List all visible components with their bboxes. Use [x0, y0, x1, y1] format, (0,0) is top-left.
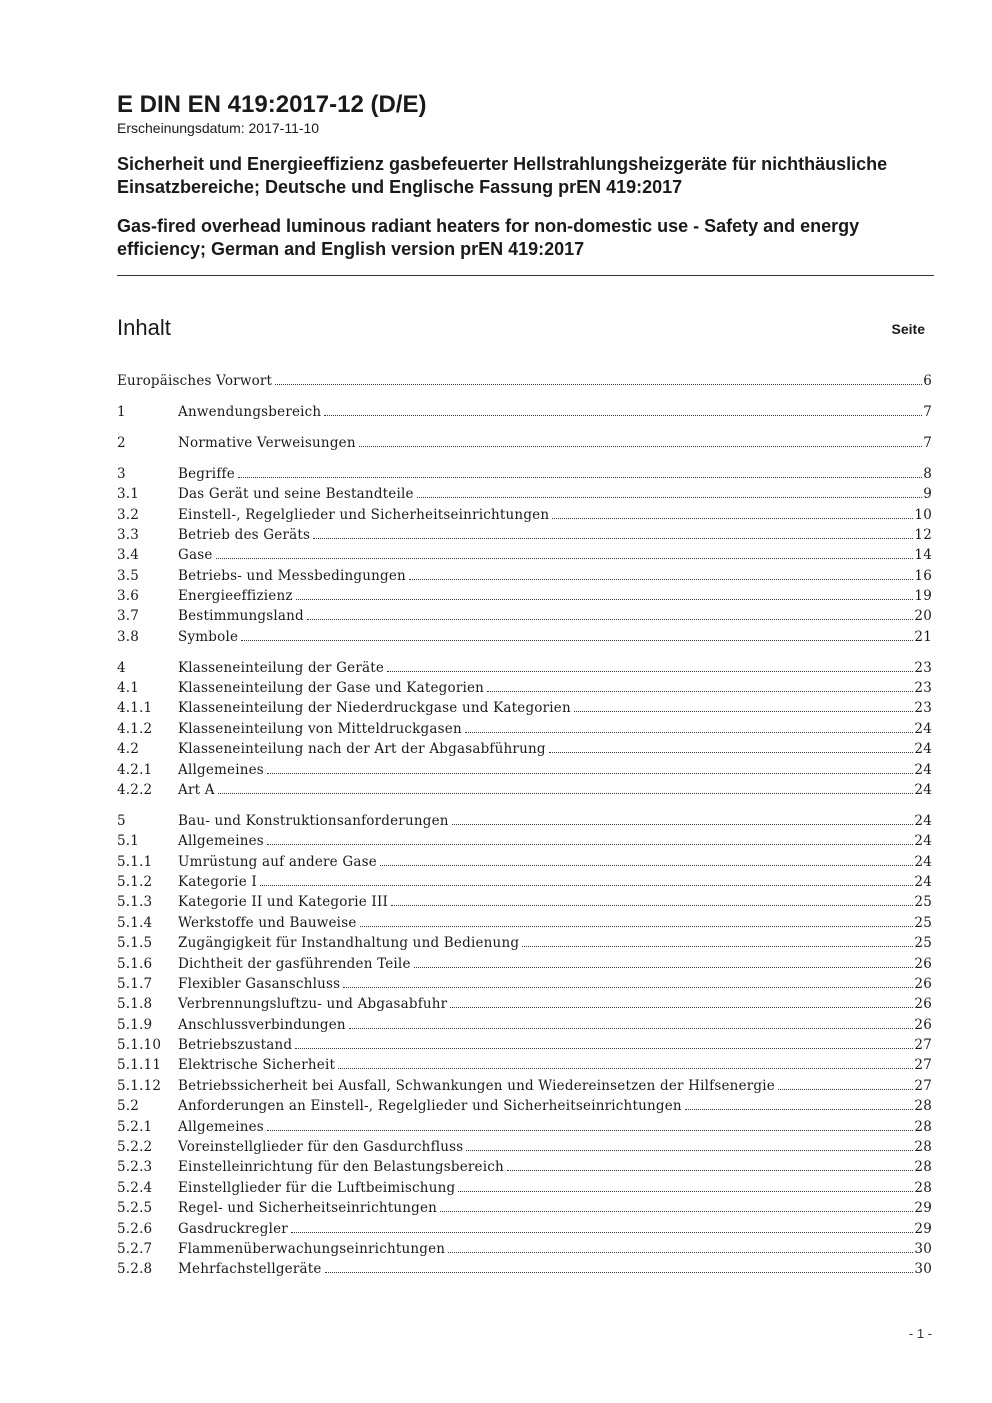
toc-entry[interactable]	[117, 625, 932, 645]
toc-dot-leader	[267, 844, 913, 845]
toc-entry-line	[178, 832, 932, 850]
toc-entry[interactable]	[117, 758, 932, 778]
toc-entry-title: Mehrfachstellgeräte	[178, 1261, 322, 1278]
toc-dot-leader	[291, 1232, 913, 1233]
toc-dot-leader	[452, 824, 914, 825]
toc-entry-page: 25	[914, 894, 932, 911]
toc-entry-number: 5.2.6	[117, 1220, 153, 1237]
toc-dot-leader	[778, 1089, 913, 1090]
toc-entry-title: Betrieb des Geräts	[178, 526, 311, 543]
toc-entry-number: 3.2	[117, 506, 140, 523]
toc-entry[interactable]	[117, 809, 932, 829]
toc-entry[interactable]	[117, 1034, 932, 1054]
toc-dot-leader	[440, 1211, 913, 1212]
toc-entry-title: Art A	[178, 781, 215, 798]
toc-entry-line	[178, 1077, 932, 1095]
toc-entry-page: 30	[914, 1261, 932, 1278]
toc-entry-line	[178, 567, 932, 585]
toc-entry-line	[178, 465, 932, 483]
toc-entry-number: 5.2.8	[117, 1261, 153, 1278]
toc-entry-title: Kategorie II und Kategorie III	[178, 894, 389, 911]
toc-entry-page: 7	[923, 434, 932, 451]
toc-entry-line	[178, 873, 932, 891]
toc-entry[interactable]	[117, 585, 932, 605]
toc-entry-line	[178, 587, 932, 605]
toc-entry-number: 3.8	[117, 628, 140, 645]
toc-dot-leader	[448, 1252, 913, 1253]
toc-dot-leader	[549, 752, 914, 753]
toc-entry[interactable]	[117, 697, 932, 717]
toc-entry[interactable]	[117, 370, 932, 390]
toc-entry-number: 1	[117, 404, 126, 421]
toc-entry-page: 24	[914, 833, 932, 850]
toc-entry-line	[178, 434, 932, 452]
toc-entry-page: 14	[914, 547, 932, 564]
toc-entry-line	[178, 1118, 932, 1136]
toc-entry-page: 26	[914, 975, 932, 992]
toc-entry-page: 6	[923, 373, 932, 390]
toc-entry-number: 4.1	[117, 680, 140, 697]
toc-entry[interactable]	[117, 1136, 932, 1156]
toc-entry[interactable]	[117, 544, 932, 564]
toc-entry-number: 5.1	[117, 833, 140, 850]
toc-entry-number: 3.4	[117, 547, 140, 564]
toc-entry[interactable]	[117, 524, 932, 544]
toc-entry-number: 4.2.2	[117, 781, 153, 798]
toc-entry-title: Zugängigkeit für Instandhaltung und Bedienung	[178, 935, 520, 952]
toc-entry-line	[178, 1220, 932, 1238]
toc-entry-page: 23	[914, 700, 932, 717]
toc-entry[interactable]	[117, 1197, 932, 1217]
toc-entry[interactable]	[117, 850, 932, 870]
toc-entry-title: Einstell-, Regelglieder und Sicherheitseinrichtungen	[178, 506, 550, 523]
toc-dot-leader	[685, 1109, 914, 1110]
toc-entry-number: 5.2.7	[117, 1240, 153, 1257]
document-header	[117, 90, 934, 263]
toc-dot-leader	[465, 732, 914, 733]
toc-entry[interactable]	[117, 1013, 932, 1033]
toc-entry-line	[178, 526, 932, 544]
toc-entry-title: Bau- und Konstruktionsanforderungen	[178, 812, 449, 829]
toc-entry-page: 27	[914, 1037, 932, 1054]
toc-entry-page: 26	[914, 996, 932, 1013]
toc-entry-title: Elektrische Sicherheit	[178, 1057, 336, 1074]
toc-entry-line	[178, 659, 932, 677]
toc-dot-leader	[324, 415, 922, 416]
toc-entry-page: 30	[914, 1240, 932, 1257]
toc-entry-number: 5.1.7	[117, 975, 153, 992]
toc-entry-line	[178, 699, 932, 717]
toc-entry[interactable]	[117, 1156, 932, 1176]
toc-entry-page: 24	[914, 853, 932, 870]
toc-entry-number: 4.2	[117, 741, 140, 758]
toc-dot-leader	[218, 793, 914, 794]
toc-entry[interactable]	[117, 1054, 932, 1074]
toc-entry-page: 28	[914, 1179, 932, 1196]
toc-entry-page: 27	[914, 1057, 932, 1074]
toc-entry-line	[178, 934, 932, 952]
toc-entry-line	[178, 893, 932, 911]
toc-entry[interactable]	[117, 656, 932, 676]
toc-entry-title: Verbrennungsluftzu- und Abgasabfuhr	[178, 996, 448, 1013]
toc-entry-line	[178, 628, 932, 646]
document-number: E DIN EN 419:2017-12 (D/E)	[117, 91, 427, 118]
toc-entry-number: 3.1	[117, 486, 140, 503]
toc-entry-line	[178, 975, 932, 993]
toc-entry-line	[178, 812, 932, 830]
toc-entry-number: 4.1.1	[117, 700, 153, 717]
toc-entry-title: Anwendungsbereich	[178, 404, 322, 421]
toc-entry-line	[178, 761, 932, 779]
toc-entry[interactable]	[117, 1258, 932, 1278]
toc-dot-leader	[307, 619, 914, 620]
toc-entry-line	[178, 607, 932, 625]
toc-entry-title: Normative Verweisungen	[178, 434, 356, 451]
toc-dot-leader	[552, 518, 913, 519]
toc-entry-title: Europäisches Vorwort	[117, 373, 273, 390]
toc-dot-leader	[458, 1191, 913, 1192]
toc-dot-leader	[343, 987, 913, 988]
toc-entry-title: Bestimmungsland	[178, 608, 304, 625]
toc-entry-line	[178, 740, 932, 758]
toc-page-label: Seite	[891, 321, 925, 337]
toc-entry-title: Das Gerät und seine Bestandteile	[178, 486, 414, 503]
toc-entry-title: Kategorie I	[178, 873, 257, 890]
toc-entry-line	[178, 485, 932, 503]
toc-entry-line	[178, 679, 932, 697]
toc-entry-page: 9	[923, 486, 932, 503]
toc-entry-number: 5.2.1	[117, 1118, 153, 1135]
toc-entry-title: Energieeffizienz	[178, 588, 293, 605]
toc-entry-number: 5.1.10	[117, 1037, 162, 1054]
toc-entry-page: 10	[914, 506, 932, 523]
toc-entry-title: Betriebszustand	[178, 1037, 293, 1054]
toc-entry-number: 4.2.1	[117, 761, 153, 778]
toc-entry-number: 5.2.2	[117, 1139, 153, 1156]
toc-entry-page: 24	[914, 873, 932, 890]
toc-entry-number: 5.1.8	[117, 996, 153, 1013]
toc-entry-page: 12	[914, 526, 932, 543]
toc-dot-leader	[380, 865, 914, 866]
toc-entry-page: 24	[914, 781, 932, 798]
toc-entry-page: 25	[914, 935, 932, 952]
toc-entry-title: Werkstoffe und Bauweise	[178, 914, 357, 931]
toc-dot-leader	[338, 1068, 913, 1069]
toc-entry[interactable]	[117, 911, 932, 931]
toc-entry-title: Allgemeines	[178, 761, 264, 778]
toc-dot-leader	[238, 477, 922, 478]
toc-entry[interactable]	[117, 503, 932, 523]
toc-entry[interactable]	[117, 1176, 932, 1196]
toc-entry-page: 28	[914, 1139, 932, 1156]
toc-entry-number: 5.2.5	[117, 1200, 153, 1217]
toc-entry[interactable]	[117, 1074, 932, 1094]
page-number: - 1 -	[908, 1326, 932, 1341]
toc-entry-number: 2	[117, 434, 126, 451]
toc-entry-page: 24	[914, 741, 932, 758]
toc-entry-line	[178, 546, 932, 564]
toc-entry-title: Umrüstung auf andere Gase	[178, 853, 377, 870]
toc-entry-number: 3.6	[117, 588, 140, 605]
toc-dot-leader	[417, 497, 923, 498]
toc-entry-page: 23	[914, 659, 932, 676]
toc-entry-page: 26	[914, 955, 932, 972]
toc-dot-leader	[450, 1007, 913, 1008]
toc-entry-line	[178, 1036, 932, 1054]
toc-entry-number: 3.5	[117, 567, 140, 584]
toc-entry-line	[178, 1199, 932, 1217]
toc-dot-leader	[267, 773, 913, 774]
title-german: Sicherheit und Energieeffizienz gasbefeuerter Hellstrahlungsheizgeräte für nichthäusliche Einsatzbereiche; Deutsche und Englische Fassung prEN 419:2017	[117, 154, 888, 197]
toc-entry[interactable]	[117, 738, 932, 758]
toc-entry-page: 27	[914, 1077, 932, 1094]
toc-entry-page: 16	[914, 567, 932, 584]
toc-dot-leader	[487, 691, 913, 692]
toc-dot-leader	[360, 926, 914, 927]
toc-entry[interactable]	[117, 932, 932, 952]
toc-entry-line	[178, 1240, 932, 1258]
toc-entry-title: Klasseneinteilung der Gase und Kategorien	[178, 680, 485, 697]
toc-entry[interactable]	[117, 993, 932, 1013]
toc-entry-title: Klasseneinteilung der Niederdruckgase und Kategorien	[178, 700, 571, 717]
toc-dot-leader	[522, 946, 913, 947]
header-divider	[117, 275, 934, 276]
toc-entry[interactable]	[117, 779, 932, 799]
toc-entry[interactable]	[117, 871, 932, 891]
toc-entry-page: 24	[914, 761, 932, 778]
toc-entry-page: 21	[914, 628, 932, 645]
toc-entry-line	[178, 995, 932, 1013]
toc-entry[interactable]	[117, 973, 932, 993]
toc-entry[interactable]	[117, 1238, 932, 1258]
toc-entry-number: 5.1.3	[117, 894, 153, 911]
toc-dot-leader	[296, 599, 914, 600]
title-english: Gas-fired overhead luminous radiant heaters for non-domestic use - Safety and energy efficiency; German and English version prEN 419:2017	[117, 216, 860, 259]
toc-entry-line	[178, 720, 932, 738]
toc-entry-title: Klasseneinteilung nach der Art der Abgasabführung	[178, 741, 546, 758]
toc-entry-page: 8	[923, 465, 932, 482]
toc-entry-title: Allgemeines	[178, 833, 264, 850]
toc-entry-line	[178, 506, 932, 524]
toc-entry-line	[178, 781, 932, 799]
toc-dot-leader	[387, 671, 913, 672]
toc-dot-leader	[275, 384, 922, 385]
toc-entry[interactable]	[117, 401, 932, 421]
toc-entry[interactable]	[117, 717, 932, 737]
toc-entry-title: Symbole	[178, 628, 239, 645]
toc-dot-leader	[391, 905, 913, 906]
table-of-contents	[117, 370, 932, 1278]
toc-dot-leader	[216, 558, 914, 559]
toc-entry-page: 26	[914, 1016, 932, 1033]
toc-entry-number: 3	[117, 465, 126, 482]
toc-dot-leader	[414, 967, 914, 968]
toc-entry-number: 5.1.1	[117, 853, 153, 870]
toc-entry[interactable]	[117, 432, 932, 452]
toc-dot-leader	[267, 1130, 913, 1131]
toc-entry-page: 29	[914, 1220, 932, 1237]
toc-entry[interactable]	[117, 952, 932, 972]
toc-dot-leader	[260, 885, 914, 886]
toc-entry-title: Begriffe	[178, 465, 235, 482]
toc-entry[interactable]	[117, 830, 932, 850]
toc-entry-title: Anschlussverbindungen	[178, 1016, 346, 1033]
toc-entry-number: 5.1.4	[117, 914, 153, 931]
toc-entry-line	[178, 1179, 932, 1197]
toc-entry[interactable]	[117, 1115, 932, 1135]
toc-entry-number: 5.2	[117, 1098, 140, 1115]
toc-entry-line	[178, 1260, 932, 1278]
toc-entry-line	[178, 1056, 932, 1074]
toc-entry-title: Betriebs- und Messbedingungen	[178, 567, 406, 584]
toc-entry-line	[178, 1016, 932, 1034]
toc-dot-leader	[313, 538, 913, 539]
toc-dot-leader	[574, 711, 914, 712]
toc-entry-number: 3.3	[117, 526, 140, 543]
toc-entry-page: 19	[914, 588, 932, 605]
toc-entry[interactable]	[117, 891, 932, 911]
toc-entry-title: Allgemeines	[178, 1118, 264, 1135]
toc-entry-page: 28	[914, 1118, 932, 1135]
toc-entry-title: Gasdruckregler	[178, 1220, 288, 1237]
toc-entry[interactable]	[117, 1095, 932, 1115]
toc-entry-title: Voreinstellglieder für den Gasdurchfluss	[178, 1139, 464, 1156]
toc-entry-number: 4	[117, 659, 126, 676]
toc-entry-line	[117, 372, 932, 390]
toc-entry[interactable]	[117, 677, 932, 697]
toc-dot-leader	[359, 446, 922, 447]
toc-entry-title: Dichtheit der gasführenden Teile	[178, 955, 411, 972]
toc-entry-title: Flammenüberwachungseinrichtungen	[178, 1240, 446, 1257]
toc-entry-title: Einstellglieder für die Luftbeimischung	[178, 1179, 456, 1196]
toc-dot-leader	[507, 1170, 913, 1171]
toc-entry-title: Gase	[178, 547, 213, 564]
toc-entry-line	[178, 914, 932, 932]
toc-entry[interactable]	[117, 564, 932, 584]
toc-dot-leader	[349, 1028, 914, 1029]
toc-entry-title: Anforderungen an Einstell-, Regelglieder und Sicherheitseinrichtungen	[178, 1098, 682, 1115]
toc-entry[interactable]	[117, 483, 932, 503]
toc-entry-number: 5.2.3	[117, 1159, 153, 1176]
toc-entry-page: 24	[914, 812, 932, 829]
toc-entry-page: 20	[914, 608, 932, 625]
toc-entry-number: 5.1.9	[117, 1016, 153, 1033]
toc-dot-leader	[325, 1272, 914, 1273]
toc-dot-leader	[295, 1048, 913, 1049]
toc-entry[interactable]	[117, 462, 932, 482]
toc-entry-line	[178, 1158, 932, 1176]
toc-entry-page: 29	[914, 1200, 932, 1217]
toc-entry-page: 28	[914, 1098, 932, 1115]
toc-entry-title: Betriebssicherheit bei Ausfall, Schwankungen und Wiedereinsetzen der Hilfsenergie	[178, 1077, 775, 1094]
toc-entry-line	[178, 1138, 932, 1156]
toc-entry-page: 25	[914, 914, 932, 931]
toc-entry-number: 3.7	[117, 608, 140, 625]
toc-entry-title: Regel- und Sicherheitseinrichtungen	[178, 1200, 438, 1217]
toc-entry-line	[178, 955, 932, 973]
toc-entry-number: 5.1.12	[117, 1077, 162, 1094]
toc-entry-line	[178, 1097, 932, 1115]
toc-entry-number: 5.1.2	[117, 873, 153, 890]
toc-entry-number: 5.1.11	[117, 1057, 162, 1074]
toc-entry-page: 7	[923, 404, 932, 421]
publication-date: Erscheinungsdatum: 2017-11-10	[117, 120, 320, 136]
toc-entry-page: 23	[914, 680, 932, 697]
toc-entry-number: 5	[117, 812, 126, 829]
toc-entry-number: 5.1.6	[117, 955, 153, 972]
toc-heading: Inhalt	[117, 315, 171, 340]
toc-entry-number: 5.2.4	[117, 1179, 153, 1196]
toc-entry-line	[178, 403, 932, 421]
toc-entry-number: 4.1.2	[117, 720, 153, 737]
toc-dot-leader	[409, 579, 913, 580]
toc-dot-leader	[466, 1150, 913, 1151]
toc-entry-title: Klasseneinteilung der Geräte	[178, 659, 385, 676]
toc-dot-leader	[241, 640, 913, 641]
toc-entry-title: Flexibler Gasanschluss	[178, 975, 341, 992]
toc-entry[interactable]	[117, 605, 932, 625]
toc-entry-title: Einstelleinrichtung für den Belastungsbereich	[178, 1159, 504, 1176]
toc-entry-page: 28	[914, 1159, 932, 1176]
toc-entry-number: 5.1.5	[117, 935, 153, 952]
toc-entry[interactable]	[117, 1217, 932, 1237]
toc-entry-title: Klasseneinteilung von Mitteldruckgasen	[178, 720, 462, 737]
toc-entry-page: 24	[914, 720, 932, 737]
toc-entry-line	[178, 853, 932, 871]
